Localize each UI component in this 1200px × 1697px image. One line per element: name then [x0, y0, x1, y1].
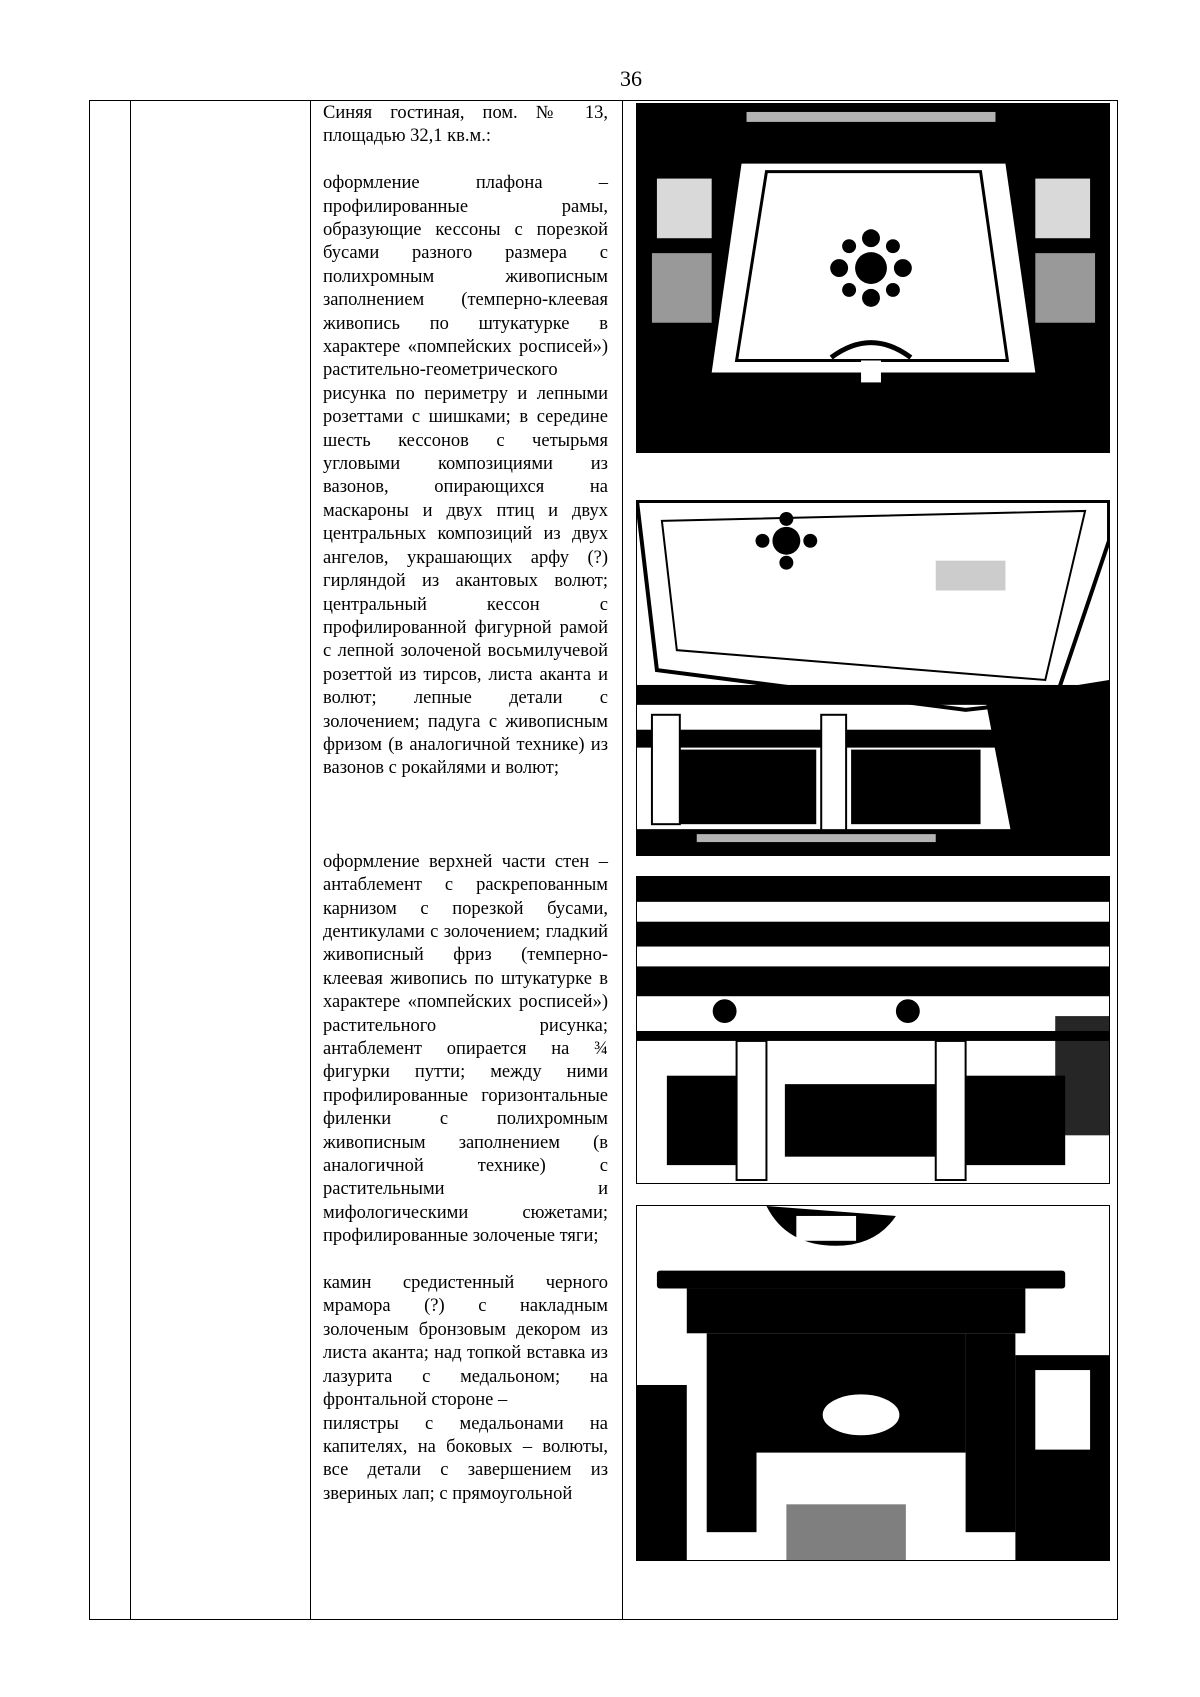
table-column-divider-1 — [130, 100, 131, 1620]
ceiling-photo — [636, 103, 1110, 453]
fireplace-description-continued: пилястры с медальонами на капителях, на боковых – волюты, все детали с завершением из звериных лап; с прямоугольной — [323, 1413, 608, 1504]
upper-walls-description: оформление верхней части стен – антаблемент с раскрепованным карнизом с порезкой бусами, дентикулами с золочением; гладкий живописный фриз (темперно-клеевая живопись по штукатурке в характере «помпейских росписей») растительного рисунка; антаблемент опирается на ¾ фигурки путти; между ними профилированные горизонтальные филенки с полихромным живописным заполнением (в аналогичной технике) с растительными и мифологическими сюжетами; профилированные золоченые тяги; — [323, 851, 608, 1247]
fireplace-description: камин средистенный черного мрамора (?) с накладным золоченым бронзовым декором из листа аканта; над топкой вставка из лазурита с медальоном; на фронтальной стороне – — [323, 1273, 608, 1411]
table-column-divider-3 — [622, 100, 623, 1620]
room-heading: Синяя гостиная, пом. № 13, площадью 32,1 кв.м.: — [323, 103, 608, 147]
page-number: 36 — [620, 66, 642, 91]
table-column-divider-2 — [310, 100, 311, 1620]
fireplace-photo — [636, 1205, 1110, 1561]
ceiling-description: оформление плафона – профилированные рамы, образующие кессоны с порезкой бусами разного размера с полихромным живописным заполнением (темперно-клеевая живопись по штукатурке в характере «помпейских росписей») растительно-геометрического рисунка по периметру и лепными розеттами с шишками; в середине шесть кессонов с четырьмя угловыми композициями из вазонов, опирающихся на маскароны и двух птиц и двух центральных композиций из двух ангелов, украшающих арфу (?) гирляндой из акантовых волют; центральный кессон с профилированной фигурной рамой с лепной золоченой восьмилучевой розеттой из тирсов, листа аканта и волют; лепные детали с золочением; падуга с живописным фризом (в аналогичной технике) из вазонов с рокайлями и волют; — [323, 173, 608, 779]
ceiling-perspective-photo — [636, 500, 1110, 856]
description-column — [323, 102, 608, 1506]
entablature-photo — [636, 876, 1110, 1184]
